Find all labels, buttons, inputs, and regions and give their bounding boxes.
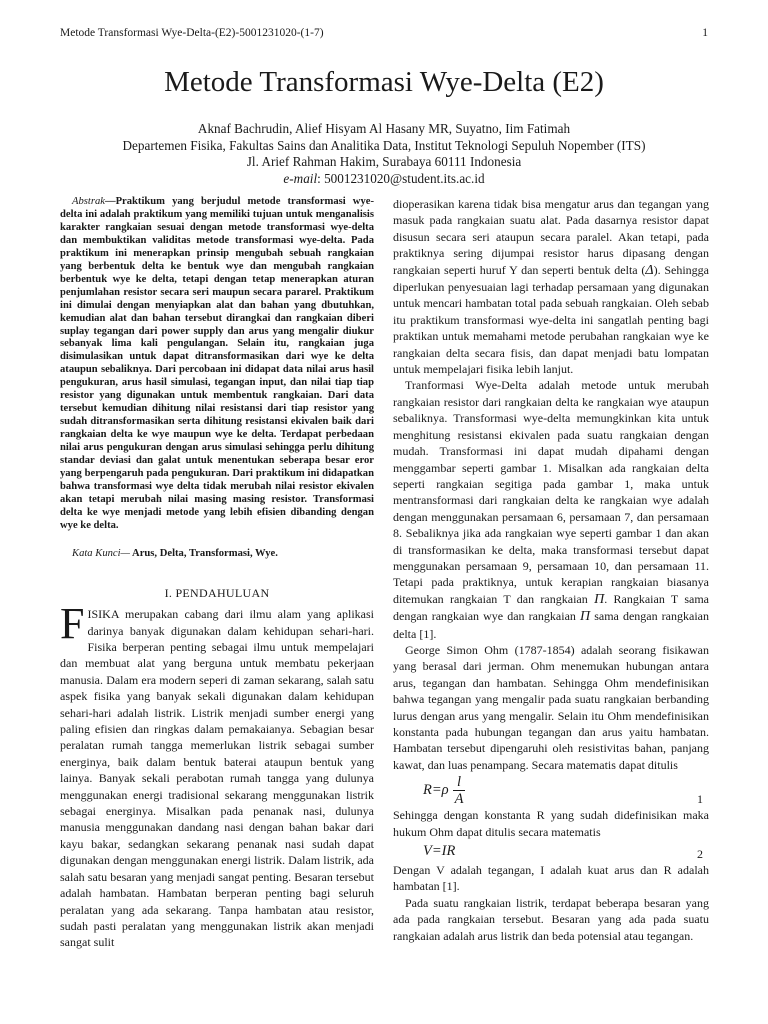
equation-1-expression — [423, 773, 467, 807]
intro-paragraph-2 — [393, 377, 709, 642]
intro-paragraph-5: Dengan V adalah tegangan, I adalah kuat arus dan R adalah hambatan [1]. — [393, 863, 709, 894]
keywords-label: Kata Kunci— — [72, 547, 130, 559]
equation-1-number: 1 — [697, 791, 703, 806]
author-block — [0, 121, 768, 187]
email-label: e-mail — [283, 170, 318, 186]
equation-1 — [393, 773, 709, 807]
fraction-numerator: l — [453, 774, 465, 791]
paragraph-text: sama dengan rangkaian delta [1]. — [393, 609, 709, 641]
pi-symbol: Π — [594, 591, 605, 607]
running-title: Metode Transformasi Wye-Delta-(E2)-5001231020-(1-7) — [60, 27, 324, 39]
equation-2 — [393, 840, 709, 862]
paper-title: Metode Transformasi Wye-Delta (E2) — [164, 66, 604, 98]
author-affiliation: Departemen Fisika, Fakultas Sains dan Analitika Data, Institut Teknologi Sepuluh Nopember (ITS) — [122, 137, 646, 153]
keywords-text: Arus, Delta, Transformasi, Wye. — [129, 547, 278, 559]
equation-1-lhs: R=ρ — [423, 782, 449, 799]
paragraph-text: . Rangkaian T sama dengan rangkaian wye dan rangkaian — [393, 591, 709, 624]
pi-symbol: Π — [580, 609, 591, 625]
intro-paragraph-3: George Simon Ohm (1787-1854) adalah seorang fisikawan yang berasal dari jerman. Ohm menemukan hubungan antara arus, tegangan dan hambatan. Sehingga Ohm mendefinisikan bahwa tegangan yang mengalir pada suatu rangkaian berbanding lurus dengan arus yang mengalir. Selain itu Ohm mendefinisikan konstanta pada hubungan tegangan dan arus yaitu hambatan. Hambatan tersebut dipengaruhi oleh resistivitas bahan, panjang kawat, dan luas penampang. Secara matematis dapat ditulis — [393, 642, 709, 772]
keywords — [60, 547, 374, 560]
intro-paragraph-1-continued — [393, 196, 709, 377]
right-column — [393, 196, 709, 944]
paragraph-text: dioperasikan karena tidak bisa mengatur arus dan tegangan yang masuk pada rangkaian suatu alat. Pada dasarnya resistor dapat disusun secara seri ataupun secara paralel. Akan tetapi, pada praktiknya sering dijumpai resistor harus dipasang dengan rangkaian seperti huruf Y dan seperti bentuk delta ( — [393, 197, 709, 277]
abstract-text: —Praktikum yang berjudul metode transformasi wye-delta ini adalah praktikum yang memiliki tujuan untuk menganalisis karakter rangkaian sesuai dengan metode transformasi wye-delta dan membuktikan validitas metode transformasi wye-delta. Pada praktikum ini menerapkan prinsip mengubah sebuah rangkaian yang berbentuk delta ke bentuk wye dan mengubah rangkaian berbentuk wye ke delta, tetapi dengan tetap menerapkan aturan penjumlahan resistor secara seri maupun secara pararel. Praktikum ini dimulai dengan menyiapkan alat dan bahan yang dbutuhkan, kemudian alat dan bahan tersebut dirangkai dan rangkaian diberi suplay tegangan dari power supply dan arus yang mengalir diukur sebanyak lima kali pengulangan. Selain itu, rangkaian juga disimulasikan untuk dapat ditransformasikan dari wye ke delta ataupun sebaliknya. Dari percobaan ini didapat data nilai arus hasil pengukuran, arus hasil simulasi, tegangan input, dan nilai tiap tiap resistor yang digunakan untuk membentuk rangkaian. Dari data tersebut kemudian dihitung nilai resistansi dari tiap resistor yang sudah ditransformasikan serta dihitung resistansi ekivalen baik dari rangkaian delta ke wye maupun wye ke delta. Terdapat perbedaan nilai arus pengukuran dengan arus simulasi sehingga perlu dihitung standar deviasi dan galat untuk menentukan seberapa besar eror yang berpengaruh pada pengukuran. Dari praktikum ini didapatkan bahwa transformasi wye delta tidak merubah nilai resistor ekivalen akan tetapi merubah nilai masing masing resistor. Transformasi delta ke wye menjadi metode yang lebih efisien dibanding dengan wye ke delta. — [60, 196, 374, 531]
drop-cap: F — [60, 599, 85, 649]
intro-paragraph-6: Pada suatu rangkaian listrik, terdapat beberapa besaran yang ada pada rangkaian tersebut. Besaran yang ada pada suatu rangkaian adalah arus listrik dan beda potensial atau tegangan. — [393, 895, 709, 943]
section-heading: I. PENDAHULUAN — [164, 585, 270, 600]
page-number: 1 — [702, 27, 708, 39]
abstract — [60, 196, 374, 533]
left-column — [60, 196, 374, 951]
running-header — [60, 27, 708, 39]
fraction-denominator: A — [454, 790, 464, 807]
equation-1-fraction — [451, 774, 468, 807]
intro-paragraph-1 — [60, 599, 374, 951]
equation-2-expression: V=IR — [423, 842, 456, 859]
delta-symbol: Δ — [645, 262, 654, 278]
paragraph-text: Tranformasi Wye-Delta adalah metode untuk merubah rangkaian resistor dari rangkaian delta ke rangkaian wye ataupun sebaliknya. Transformasi wye-delta memungkinkan kita untuk menghitung resistansi ekivalen pada suatu rangkaian dengan mudah. Transformasi ini dapat mudah dipahami dengan menggambar seperti gambar 1. Misalkan ada rangkaian delta seperti rangkaian segitiga pada gambar 1, maka untuk mentransformasi dari rangkaian delta ke rangkaian wye adalah dengan menggunakan persamaan 6, persamaan 7, dan persamaan 8. Sebaliknya jika ada rangkaian wye seperti gambar 1 dan akan di transformasikan ke delta, maka transformasi tersebut dapat menggunakan persamaan 9, persamaan 10, dan persamaan 11. Tetapi pada praktiknya, untuk kerapian rangkaian biasanya ditemukan rangkaian T dan rangkaian — [393, 378, 709, 606]
intro-paragraph-1-text: ISIKA merupakan cabang dari ilmu alam yang aplikasi darinya banyak digunakan dalam kehidupan sehari-hari. Fisika berperan penting sebagai ilmu untuk mempelajari dan membuat alat yang berguna untuk membatu pekerjaan manusia. Dalam era modern seperi di zaman sekarang, salah satu aspek fisika yang banyak sekali digunakan dalam kehidupan sehari-hari adalah listrik. Listrik menjadi sumber energi yang paling efisien dan ringkas dalam pemakaianya. Sebagian besar peralatan rumah tangga memerlukan listrik sebagai sumber energinya, baik dalam bentuk baterai ataupun bentuk yang lainya. Banyak sekali perabotan rumah tangga yang dulunya menggunakan energi tradisional sekarang menggunakan listrik sebagai energinya. Misalkan pada penanak nasi, dulunya manusia menggunakan dandang nasi dengan bahan bakar dari kayu bakar, sedangkan sekarang penanak nasi sudah dapat digunakan dengan menggunakan energi listrik. Dalam listrik, ada salah satu besaran yang menjadi sangat penting. Besaran tersebut adalah hambatan. Hambatan berperan penting bagi seluruh peralatan yang ada sekarang. Tanpa hambatan atau resistor, sudah pasti peralatan yang menggunakan listrik akan menjadi sangat sulit — [60, 607, 374, 950]
equation-2-number: 2 — [697, 846, 703, 861]
author-names: Aknaf Bachrudin, Alief Hisyam Al Hasany MR, Suyatno, Iim Fatimah — [197, 121, 571, 136]
intro-paragraph-4: Sehingga dengan konstanta R yang sudah didefinisikan maka hukum Ohm dapat ditulis secara matematis — [393, 808, 709, 839]
author-email — [0, 171, 768, 188]
abstract-label: Abstrak — [72, 196, 105, 207]
email-address: : 5001231020@student.its.ac.id — [317, 170, 485, 186]
author-address: Jl. Arief Rahman Hakim, Surabaya 60111 Indonesia — [246, 154, 522, 169]
paragraph-text: ). Sehingga diperlukan penyesuaian lagi terhadap persamaan yang digunakan untuk mencari hambatan total pada sebuah rangkaian. Oleh sebab itu praktikum transformasi wye-delta ini sangatlah penting bagi praktikan untuk memahami metode perubahan rangkaian wye ke rangkaian delta secara fisis, dan dapat menjadi batu lompatan untuk mempelajari fisika lebih lanjut. — [393, 262, 710, 377]
